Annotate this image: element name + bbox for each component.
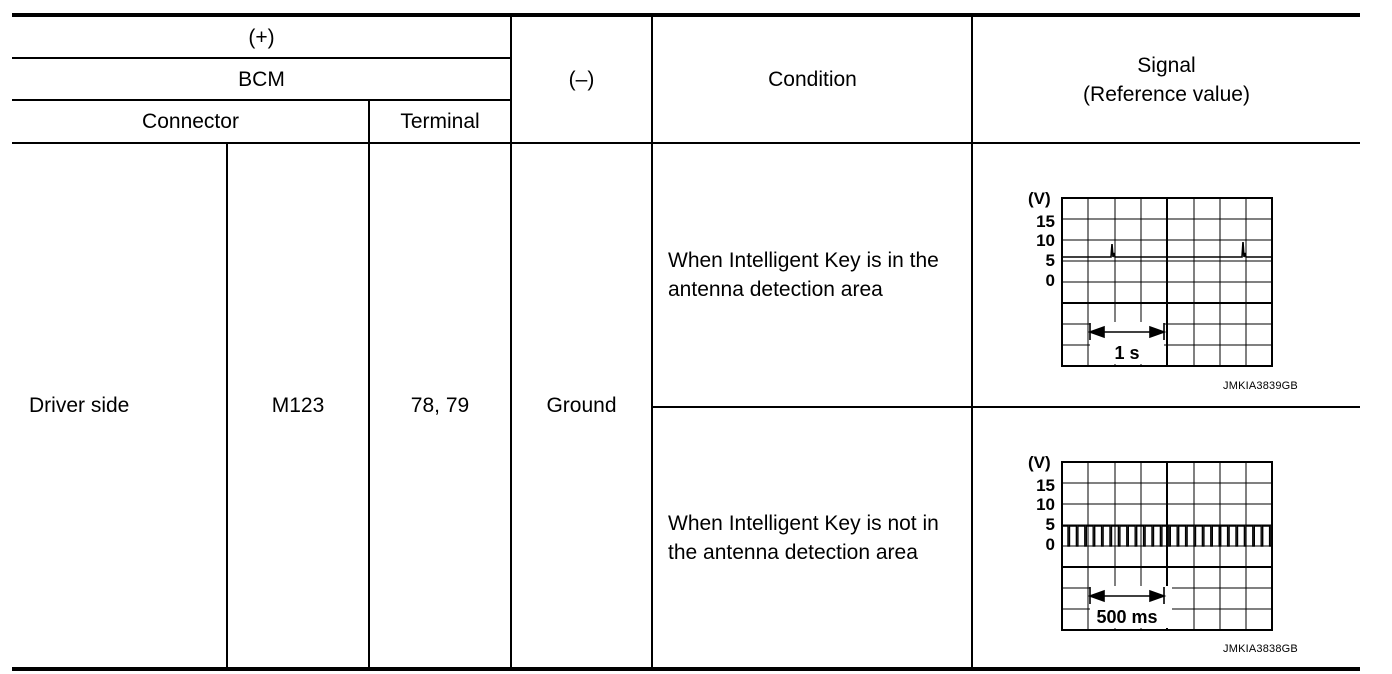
scope-time-label: 1 s	[1114, 343, 1140, 363]
oscilloscope-in-area	[1010, 182, 1280, 372]
oscilloscope-not-in-area-graphic	[1010, 446, 1280, 636]
header-terminal: Terminal	[400, 110, 480, 133]
scope-ytick-15: 15	[1036, 212, 1055, 231]
header-signal	[973, 17, 1360, 142]
figure-id-1: JMKIA3839GB	[1223, 380, 1298, 392]
terminal-number-cell: 78, 79	[410, 394, 470, 417]
figure-id-2: JMKIA3838GB	[1223, 643, 1298, 655]
table-bottom-rule	[12, 667, 1360, 671]
scope-ytick-0: 0	[1045, 535, 1055, 554]
oscilloscope-not-in-area	[1010, 446, 1280, 636]
header-condition: Condition	[768, 68, 857, 91]
scope-ytick-0: 0	[1045, 271, 1055, 290]
oscilloscope-in-area-graphic	[1010, 182, 1280, 372]
scope-ytick-15: 15	[1036, 476, 1055, 495]
condition-not-in-area: When Intelligent Key is not in the antenna detection area	[668, 511, 939, 564]
scope-ytick-5: 5	[1045, 251, 1055, 270]
scope-unit-label: (V)	[1028, 453, 1051, 472]
scope-ytick-5: 5	[1045, 515, 1055, 534]
header-bcm: BCM	[238, 67, 285, 91]
scope-unit-label: (V)	[1028, 189, 1051, 208]
connector-number-cell: M123	[271, 394, 325, 417]
header-signal-title: Signal	[1137, 53, 1196, 77]
ground-cell: Ground	[546, 394, 617, 417]
scope-ytick-10: 10	[1036, 231, 1055, 250]
header-connector: Connector	[142, 110, 239, 133]
header-plus: (+)	[248, 25, 275, 49]
condition-in-area: When Intelligent Key is in the antenna detection area	[668, 249, 939, 301]
connector-label-cell: Driver side	[29, 394, 130, 417]
header-minus: (–)	[568, 68, 595, 91]
scope-time-label: 500 ms	[1096, 607, 1158, 627]
scope-ytick-10: 10	[1036, 495, 1055, 514]
header-signal-subtitle: (Reference value)	[1083, 82, 1250, 106]
